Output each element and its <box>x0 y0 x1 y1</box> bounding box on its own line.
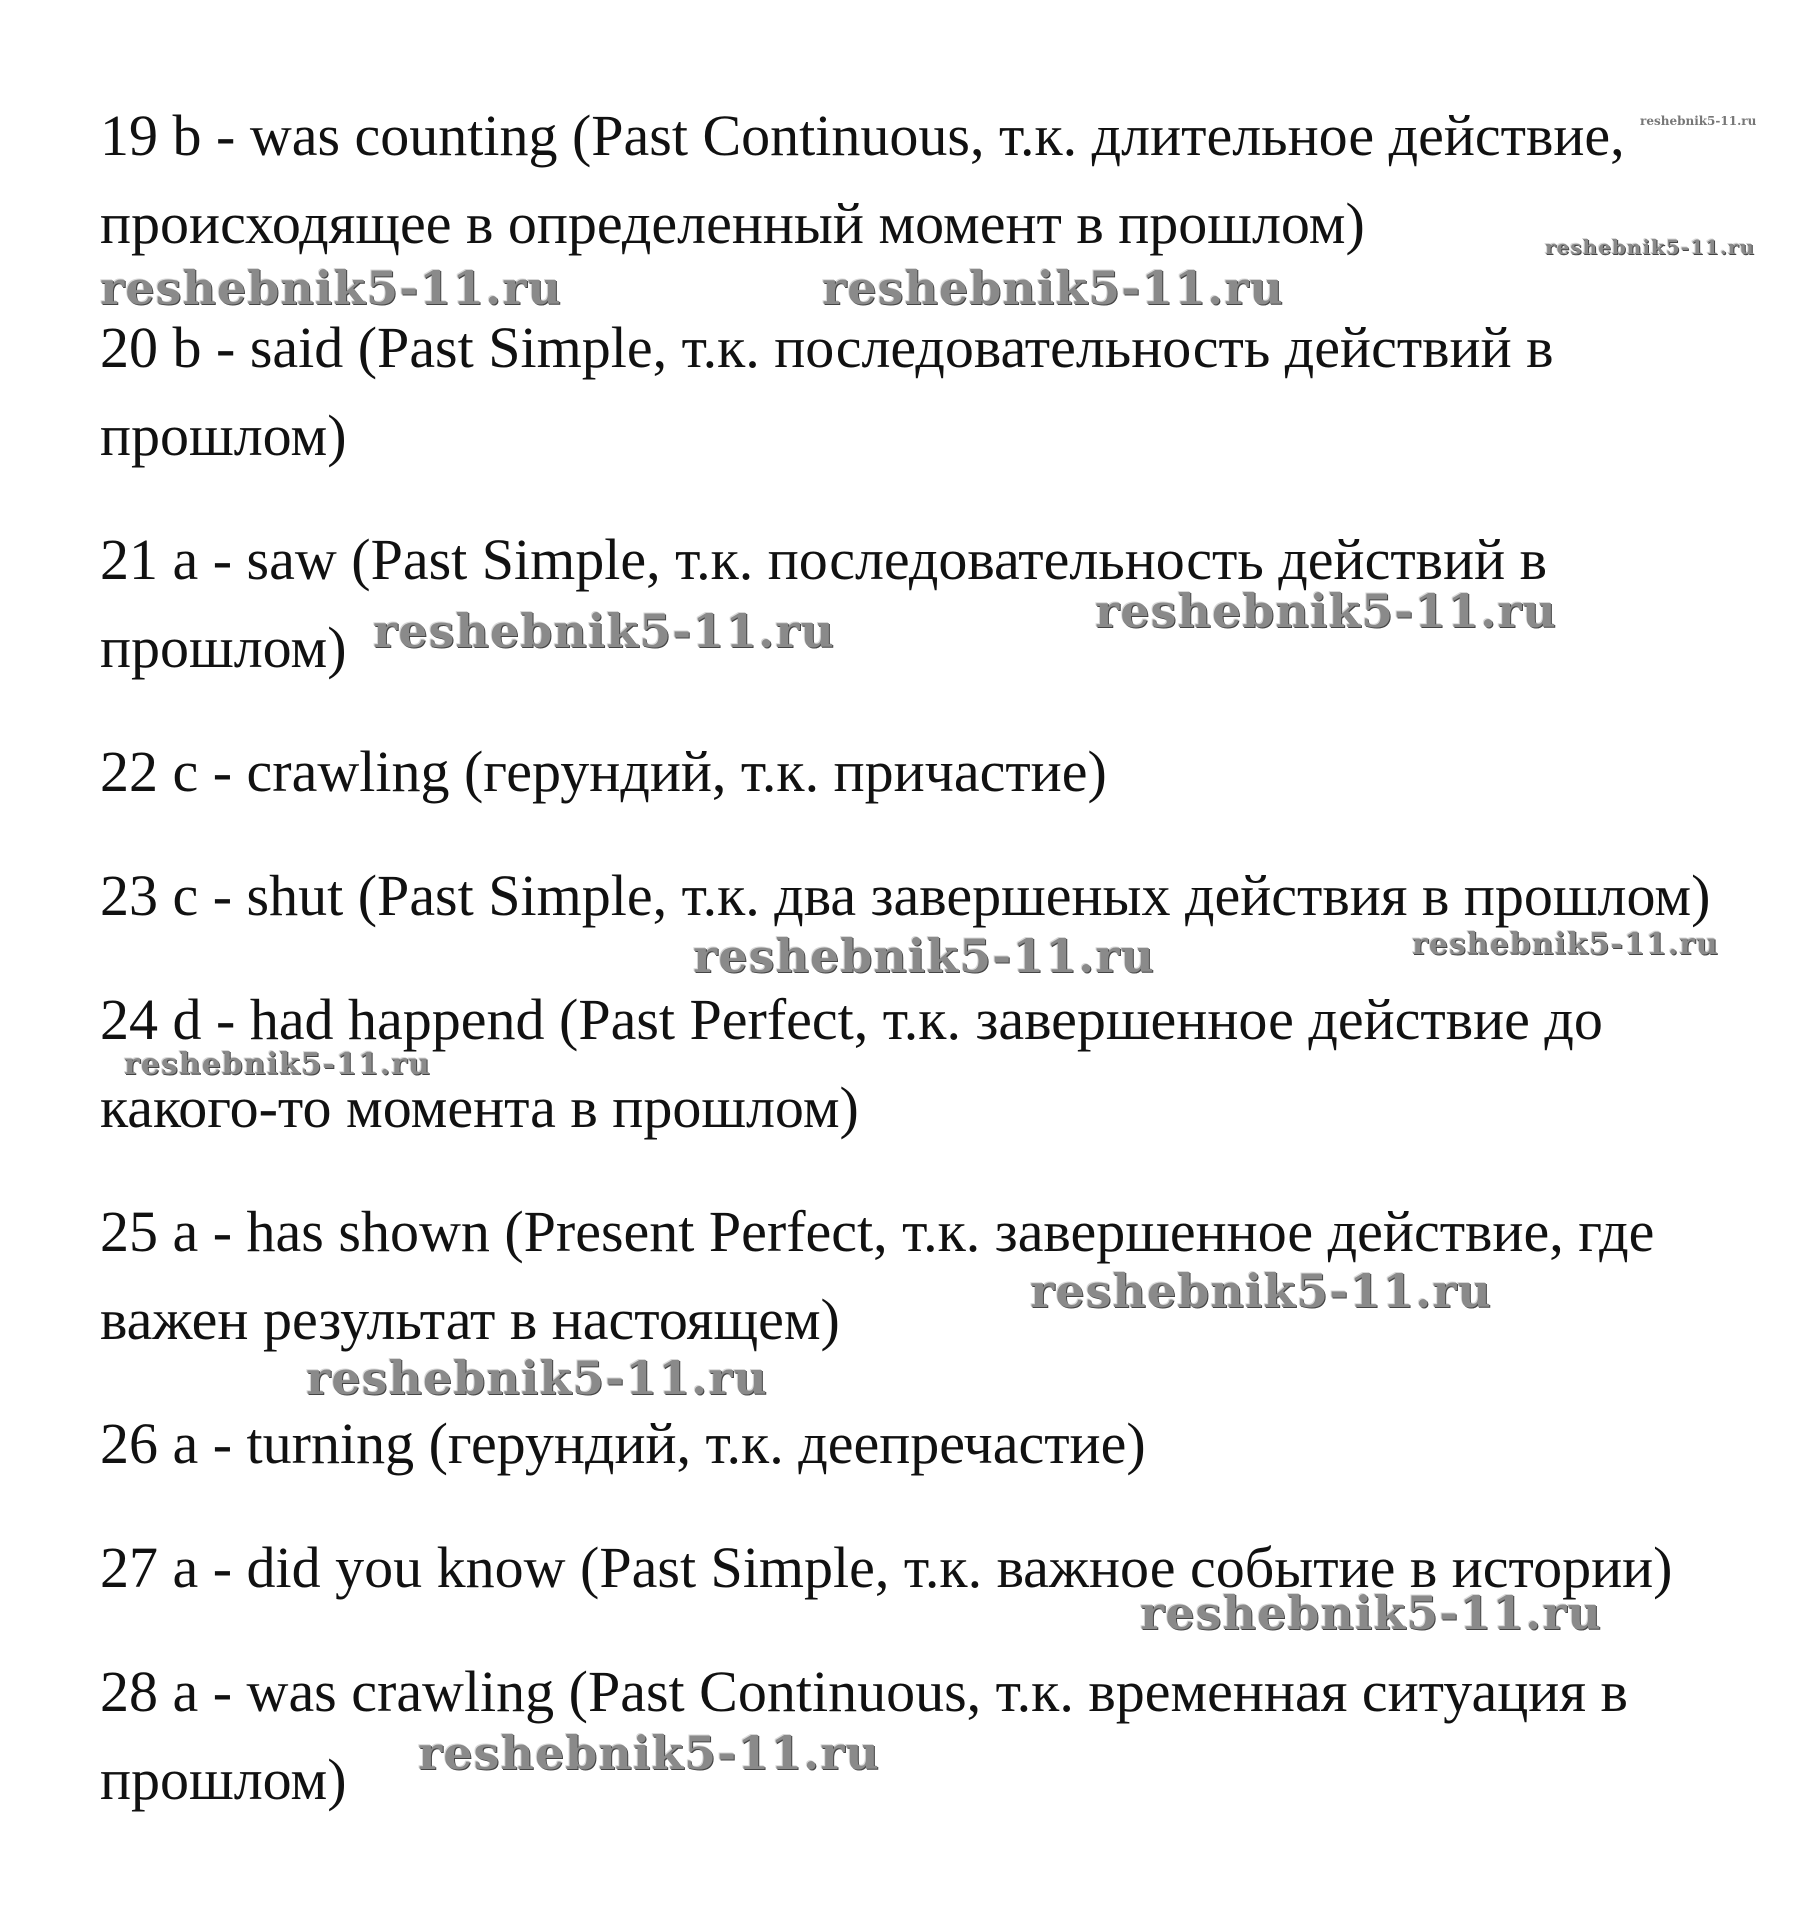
answer-20: 20 b - said (Past Simple, т.к. последовательность действий в прошлом) <box>100 315 1554 468</box>
answer-28: 28 a - was crawling (Past Continuous, т.к. временная ситуация в прошлом) <box>100 1659 1628 1812</box>
watermark: reshebnik5-11.ru <box>100 261 562 315</box>
answer-23: 23 c - shut (Past Simple, т.к. два завершеных действия в прошлом) <box>100 863 1711 928</box>
answer-22: 22 c - crawling (герундий, т.к. причастие) <box>100 739 1107 804</box>
watermark: reshebnik5-11.ru <box>1095 584 1557 638</box>
watermark: reshebnik5-11.ru <box>1640 114 1757 128</box>
watermark: reshebnik5-11.ru <box>373 604 835 658</box>
answer-27: 27 a - did you know (Past Simple, т.к. важное событие в истории) <box>100 1535 1673 1600</box>
answer-26: 26 a - turning (герундий, т.к. деепречастие) <box>100 1411 1146 1476</box>
watermark: reshebnik5-11.ru <box>1030 1264 1492 1318</box>
answer-19: 19 b - was counting (Past Continuous, т.к. длительное действие, происходящее в определенный момент в прошлом) <box>100 103 1625 256</box>
watermark: reshebnik5-11.ru <box>1545 235 1755 259</box>
watermark: reshebnik5-11.ru <box>693 929 1155 983</box>
watermark: reshebnik5-11.ru <box>306 1351 768 1405</box>
answer-21: 21 a - saw (Past Simple, т.к. последовательность действий в прошлом) <box>100 527 1548 680</box>
watermark: reshebnik5-11.ru <box>1140 1586 1602 1640</box>
watermark: reshebnik5-11.ru <box>124 1047 431 1082</box>
watermark: reshebnik5-11.ru <box>418 1726 880 1780</box>
watermark: reshebnik5-11.ru <box>1412 927 1719 962</box>
watermark: reshebnik5-11.ru <box>822 261 1284 315</box>
answer-24: 24 d - had happend (Past Perfect, т.к. завершенное действие до какого-то момента в прошлом) <box>100 987 1603 1140</box>
answer-25: 25 a - has shown (Present Perfect, т.к. завершенное действие, где важен результат в настоящем) <box>100 1199 1655 1352</box>
